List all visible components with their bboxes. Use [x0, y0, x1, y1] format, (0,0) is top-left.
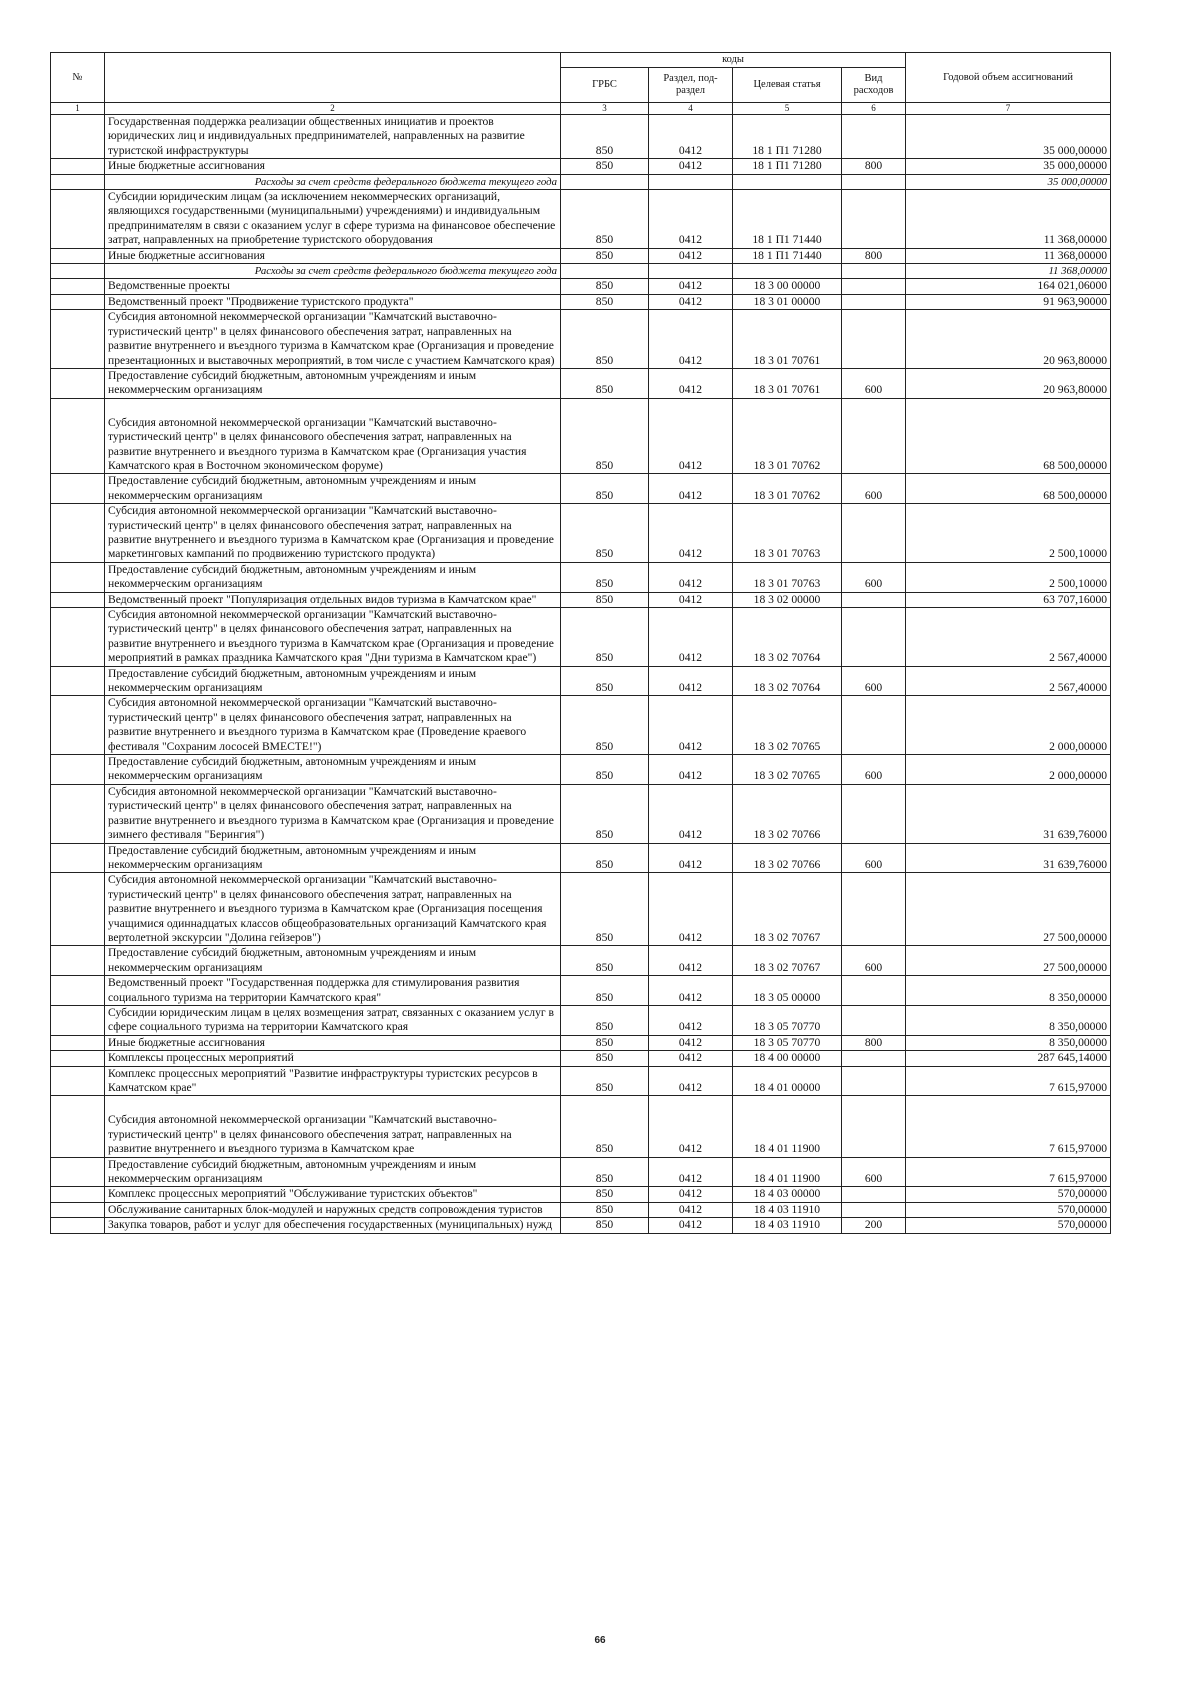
row-sum-cell: 8 350,00000: [906, 1035, 1111, 1050]
row-name-cell: Закупка товаров, работ и услуг для обеспечения государственных (муниципальных) нужд: [105, 1218, 561, 1233]
header-razdel: Раздел, под-раздел: [649, 68, 733, 103]
row-vid-cell: [842, 1187, 906, 1202]
row-vid-cell: 600: [842, 843, 906, 873]
row-vid-cell: [842, 1096, 906, 1157]
row-sum-cell: 2 567,40000: [906, 666, 1111, 696]
row-article-cell: 18 3 02 70766: [733, 784, 842, 843]
colnum: 4: [649, 103, 733, 115]
budget-document: [50, 52, 1110, 1234]
row-grbs-cell: 850: [561, 1005, 649, 1035]
colnum: 5: [733, 103, 842, 115]
row-razdel-cell: 0412: [649, 1157, 733, 1187]
row-article-cell: 18 3 01 70761: [733, 310, 842, 369]
row-vid-cell: [842, 115, 906, 159]
row-grbs-cell: 850: [561, 1051, 649, 1066]
colnum: 1: [51, 103, 105, 115]
row-article-cell: 18 3 05 70770: [733, 1005, 842, 1035]
row-grbs-cell: 850: [561, 666, 649, 696]
table-row: [51, 1157, 1111, 1187]
row-name-cell: Субсидия автономной некоммерческой организации "Камчатский выставочно-туристический центр" в целях финансового обеспечения затрат, направленных на развитие внутреннего и въездного туризма в Камчатском крае (Организация участия Камчатского края в Восточном экономическом форуме): [105, 398, 561, 474]
row-grbs-cell: 850: [561, 248, 649, 263]
row-grbs-cell: 850: [561, 562, 649, 592]
table-row: [51, 1035, 1111, 1050]
row-number-cell: [51, 174, 105, 189]
row-sum-cell: 570,00000: [906, 1218, 1111, 1233]
row-vid-cell: 600: [842, 666, 906, 696]
note-row: [51, 174, 1111, 189]
table-row: [51, 1051, 1111, 1066]
row-sum-cell: 570,00000: [906, 1187, 1111, 1202]
row-sum-cell: 7 615,97000: [906, 1157, 1111, 1187]
row-sum-cell: 31 639,76000: [906, 784, 1111, 843]
row-grbs-cell: [561, 264, 649, 279]
row-vid-cell: [842, 264, 906, 279]
row-name-cell: Субсидия автономной некоммерческой организации "Камчатский выставочно-туристический центр" в целях финансового обеспечения затрат, направленных на развитие внутреннего и въездного туризма в Камчатском крае (Организация и проведение презентационных и выставочных мероприятий, в том числе с участием Камчатского края): [105, 310, 561, 369]
row-razdel-cell: 0412: [649, 279, 733, 294]
table-row: [51, 115, 1111, 159]
row-razdel-cell: 0412: [649, 398, 733, 474]
row-sum-cell: 63 707,16000: [906, 592, 1111, 607]
row-article-cell: [733, 264, 842, 279]
row-article-cell: 18 1 П1 71440: [733, 248, 842, 263]
table-row: [51, 562, 1111, 592]
row-name-cell: Субсидия автономной некоммерческой организации "Камчатский выставочно-туристический центр" в целях финансового обеспечения затрат, направленных на развитие внутреннего и въездного туризма в Камчатском крае (Организация и проведение зимнего фестиваля "Берингия"): [105, 784, 561, 843]
row-name-cell: Комплекс процессных мероприятий "Развитие инфраструктуры туристских ресурсов в Камчатском крае": [105, 1066, 561, 1096]
note-row: [51, 264, 1111, 279]
row-number-cell: [51, 976, 105, 1006]
row-razdel-cell: 0412: [649, 1051, 733, 1066]
row-grbs-cell: 850: [561, 115, 649, 159]
row-razdel-cell: 0412: [649, 1096, 733, 1157]
row-number-cell: [51, 1218, 105, 1233]
row-razdel-cell: 0412: [649, 1218, 733, 1233]
table-row: [51, 608, 1111, 667]
colnum: 2: [105, 103, 561, 115]
row-sum-cell: 68 500,00000: [906, 474, 1111, 504]
row-razdel-cell: 0412: [649, 873, 733, 946]
row-article-cell: 18 3 02 00000: [733, 592, 842, 607]
row-sum-cell: 2 000,00000: [906, 696, 1111, 755]
row-article-cell: 18 3 02 70765: [733, 696, 842, 755]
row-number-cell: [51, 474, 105, 504]
row-sum-cell: 11 368,00000: [906, 190, 1111, 249]
row-sum-cell: 27 500,00000: [906, 873, 1111, 946]
row-name-cell: Субсидия автономной некоммерческой организации "Камчатский выставочно-туристический центр" в целях финансового обеспечения затрат, направленных на развитие внутреннего и въездного туризма в Камчатском крае (Организация и проведение маркетинговых кампаний по продвижению туристского продукта): [105, 504, 561, 563]
header-article: Целевая статья: [733, 68, 842, 103]
row-grbs-cell: 850: [561, 1218, 649, 1233]
row-sum-cell: 35 000,00000: [906, 159, 1111, 174]
row-number-cell: [51, 398, 105, 474]
row-article-cell: 18 3 01 70762: [733, 398, 842, 474]
row-vid-cell: [842, 1202, 906, 1217]
row-name-cell: Иные бюджетные ассигнования: [105, 159, 561, 174]
row-razdel-cell: 0412: [649, 190, 733, 249]
row-article-cell: 18 3 02 70765: [733, 755, 842, 785]
row-grbs-cell: 850: [561, 1066, 649, 1096]
page-number: 66: [594, 1635, 606, 1646]
row-vid-cell: [842, 873, 906, 946]
row-number-cell: [51, 592, 105, 607]
row-vid-cell: [842, 592, 906, 607]
row-article-cell: 18 3 05 70770: [733, 1035, 842, 1050]
row-grbs-cell: 850: [561, 474, 649, 504]
row-number-cell: [51, 368, 105, 398]
row-article-cell: 18 3 02 70766: [733, 843, 842, 873]
row-vid-cell: [842, 190, 906, 249]
column-numbers-row: [51, 103, 1111, 115]
row-razdel-cell: [649, 174, 733, 189]
row-sum-cell: 31 639,76000: [906, 843, 1111, 873]
table-row: [51, 474, 1111, 504]
header-name: [105, 53, 561, 103]
header-vid: Вид расходов: [842, 68, 906, 103]
row-sum-cell: 2 567,40000: [906, 608, 1111, 667]
row-number-cell: [51, 1202, 105, 1217]
row-grbs-cell: 850: [561, 310, 649, 369]
row-sum-cell: 2 500,10000: [906, 504, 1111, 563]
row-number-cell: [51, 248, 105, 263]
row-grbs-cell: 850: [561, 843, 649, 873]
row-sum-cell: 2 000,00000: [906, 755, 1111, 785]
row-name-cell: Субсидия автономной некоммерческой организации "Камчатский выставочно-туристический центр" в целях финансового обеспечения затрат, направленных на развитие внутреннего и въездного туризма в Камчатском крае (Проведение краевого фестиваля "Сохраним лососей ВМЕСТЕ!"): [105, 696, 561, 755]
row-article-cell: 18 3 01 70761: [733, 368, 842, 398]
row-razdel-cell: 0412: [649, 1202, 733, 1217]
row-razdel-cell: 0412: [649, 310, 733, 369]
row-sum-cell: 91 963,90000: [906, 294, 1111, 309]
row-razdel-cell: 0412: [649, 608, 733, 667]
row-vid-cell: 600: [842, 1157, 906, 1187]
row-vid-cell: [842, 784, 906, 843]
row-article-cell: 18 3 00 00000: [733, 279, 842, 294]
row-number-cell: [51, 310, 105, 369]
row-grbs-cell: 850: [561, 504, 649, 563]
row-razdel-cell: 0412: [649, 666, 733, 696]
row-name-cell: Предоставление субсидий бюджетным, автономным учреждениям и иным некоммерческим организациям: [105, 368, 561, 398]
row-number-cell: [51, 1005, 105, 1035]
row-grbs-cell: 850: [561, 1187, 649, 1202]
row-grbs-cell: 850: [561, 368, 649, 398]
row-article-cell: 18 3 01 70763: [733, 504, 842, 563]
row-number-cell: [51, 666, 105, 696]
table-row: [51, 873, 1111, 946]
header-volume: Годовой объем ассигнований: [906, 53, 1111, 103]
row-name-cell: Предоставление субсидий бюджетным, автономным учреждениям и иным некоммерческим организациям: [105, 755, 561, 785]
row-razdel-cell: 0412: [649, 1005, 733, 1035]
row-vid-cell: [842, 1005, 906, 1035]
row-article-cell: 18 4 03 00000: [733, 1187, 842, 1202]
row-sum-cell: 8 350,00000: [906, 1005, 1111, 1035]
row-sum-cell: 8 350,00000: [906, 976, 1111, 1006]
table-row: [51, 398, 1111, 474]
row-vid-cell: 600: [842, 562, 906, 592]
row-article-cell: 18 4 03 11910: [733, 1218, 842, 1233]
table-row: [51, 1218, 1111, 1233]
row-grbs-cell: [561, 174, 649, 189]
row-sum-cell: 35 000,00000: [906, 174, 1111, 189]
row-razdel-cell: 0412: [649, 159, 733, 174]
row-razdel-cell: 0412: [649, 368, 733, 398]
row-article-cell: 18 3 02 70764: [733, 666, 842, 696]
table-row: [51, 159, 1111, 174]
header-codes: коды: [561, 53, 906, 68]
row-number-cell: [51, 1187, 105, 1202]
header-grbs: ГРБС: [561, 68, 649, 103]
row-article-cell: 18 3 02 70764: [733, 608, 842, 667]
row-sum-cell: 20 963,80000: [906, 310, 1111, 369]
row-name-cell: Предоставление субсидий бюджетным, автономным учреждениям и иным некоммерческим организациям: [105, 562, 561, 592]
colnum: 3: [561, 103, 649, 115]
row-number-cell: [51, 843, 105, 873]
table-row: [51, 666, 1111, 696]
row-name-cell: Комплекс процессных мероприятий "Обслуживание туристских объектов": [105, 1187, 561, 1202]
row-article-cell: 18 4 00 00000: [733, 1051, 842, 1066]
row-number-cell: [51, 1157, 105, 1187]
row-vid-cell: [842, 504, 906, 563]
row-name-cell: Субсидии юридическим лицам (за исключением некоммерческих организаций, являющихся государственными (муниципальными) учреждениями) и индивидуальным предпринимателям в связи с оказанием услуг в сфере туризма на финансовое обеспечение затрат, направленных на приобретение туристского оборудования: [105, 190, 561, 249]
table-row: [51, 755, 1111, 785]
row-article-cell: 18 3 01 00000: [733, 294, 842, 309]
row-article-cell: 18 3 01 70762: [733, 474, 842, 504]
row-article-cell: 18 1 П1 71280: [733, 115, 842, 159]
row-razdel-cell: 0412: [649, 294, 733, 309]
row-razdel-cell: 0412: [649, 755, 733, 785]
row-razdel-cell: 0412: [649, 474, 733, 504]
row-razdel-cell: 0412: [649, 1187, 733, 1202]
row-name-cell: Ведомственный проект "Государственная поддержка для стимулирования развития социального туризма на территории Камчатского края": [105, 976, 561, 1006]
row-number-cell: [51, 294, 105, 309]
row-vid-cell: 600: [842, 755, 906, 785]
row-grbs-cell: 850: [561, 159, 649, 174]
table-row: [51, 976, 1111, 1006]
row-name-cell: Субсидии юридическим лицам в целях возмещения затрат, связанных с оказанием услуг в сфере социального туризма на территории Камчатского края: [105, 1005, 561, 1035]
table-row: [51, 1187, 1111, 1202]
table-row: [51, 1005, 1111, 1035]
row-sum-cell: 68 500,00000: [906, 398, 1111, 474]
row-number-cell: [51, 1096, 105, 1157]
table-row: [51, 1202, 1111, 1217]
row-number-cell: [51, 1051, 105, 1066]
row-razdel-cell: 0412: [649, 592, 733, 607]
table-body: [51, 115, 1111, 1234]
row-vid-cell: [842, 976, 906, 1006]
row-razdel-cell: 0412: [649, 784, 733, 843]
row-vid-cell: [842, 1066, 906, 1096]
table-row: [51, 310, 1111, 369]
row-vid-cell: [842, 608, 906, 667]
row-name-cell: Государственная поддержка реализации общественных инициатив и проектов юридических лиц и индивидуальных предпринимателей, направленных на развитие туристской инфраструктуры: [105, 115, 561, 159]
row-razdel-cell: 0412: [649, 976, 733, 1006]
row-grbs-cell: 850: [561, 784, 649, 843]
row-razdel-cell: 0412: [649, 115, 733, 159]
table-row: [51, 294, 1111, 309]
row-name-cell: Предоставление субсидий бюджетным, автономным учреждениям и иным некоммерческим организациям: [105, 843, 561, 873]
row-number-cell: [51, 115, 105, 159]
table-row: [51, 946, 1111, 976]
row-article-cell: 18 3 02 70767: [733, 873, 842, 946]
header-num: №: [51, 53, 105, 103]
row-vid-cell: [842, 398, 906, 474]
budget-table: [50, 52, 1111, 1234]
row-article-cell: [733, 174, 842, 189]
row-razdel-cell: 0412: [649, 562, 733, 592]
row-name-cell: Предоставление субсидий бюджетным, автономным учреждениям и иным некоммерческим организациям: [105, 1157, 561, 1187]
row-name-cell: Предоставление субсидий бюджетным, автономным учреждениям и иным некоммерческим организациям: [105, 666, 561, 696]
row-razdel-cell: [649, 264, 733, 279]
row-article-cell: 18 3 01 70763: [733, 562, 842, 592]
row-grbs-cell: 850: [561, 592, 649, 607]
row-grbs-cell: 850: [561, 1096, 649, 1157]
row-grbs-cell: 850: [561, 946, 649, 976]
row-razdel-cell: 0412: [649, 248, 733, 263]
row-article-cell: 18 4 01 11900: [733, 1157, 842, 1187]
table-row: [51, 1096, 1111, 1157]
table-row: [51, 696, 1111, 755]
row-number-cell: [51, 159, 105, 174]
row-name-cell: Ведомственный проект "Продвижение туристского продукта": [105, 294, 561, 309]
row-article-cell: 18 3 02 70767: [733, 946, 842, 976]
row-grbs-cell: 850: [561, 976, 649, 1006]
row-vid-cell: [842, 696, 906, 755]
table-row: [51, 592, 1111, 607]
row-vid-cell: 800: [842, 159, 906, 174]
row-grbs-cell: 850: [561, 696, 649, 755]
row-grbs-cell: 850: [561, 398, 649, 474]
row-name-cell: Субсидия автономной некоммерческой организации "Камчатский выставочно-туристический центр" в целях финансового обеспечения затрат, направленных на развитие внутреннего и въездного туризма в Камчатском крае (Организация и проведение мероприятий в рамках праздника Камчатского края "Дни туризма в Камчатском крае"): [105, 608, 561, 667]
row-razdel-cell: 0412: [649, 1035, 733, 1050]
row-razdel-cell: 0412: [649, 696, 733, 755]
row-number-cell: [51, 279, 105, 294]
row-number-cell: [51, 696, 105, 755]
row-vid-cell: [842, 310, 906, 369]
row-grbs-cell: 850: [561, 279, 649, 294]
row-razdel-cell: 0412: [649, 1066, 733, 1096]
table-row: [51, 279, 1111, 294]
table-row: [51, 190, 1111, 249]
row-sum-cell: 11 368,00000: [906, 264, 1111, 279]
row-vid-cell: [842, 294, 906, 309]
row-article-cell: 18 1 П1 71440: [733, 190, 842, 249]
row-number-cell: [51, 608, 105, 667]
row-name-cell: Иные бюджетные ассигнования: [105, 248, 561, 263]
row-grbs-cell: 850: [561, 1035, 649, 1050]
row-razdel-cell: 0412: [649, 843, 733, 873]
row-sum-cell: 164 021,06000: [906, 279, 1111, 294]
colnum: 7: [906, 103, 1111, 115]
row-article-cell: 18 4 01 00000: [733, 1066, 842, 1096]
row-name-cell: Обслуживание санитарных блок-модулей и наружных средств сопровождения туристов: [105, 1202, 561, 1217]
row-sum-cell: 7 615,97000: [906, 1066, 1111, 1096]
row-razdel-cell: 0412: [649, 946, 733, 976]
table-row: [51, 368, 1111, 398]
row-name-cell: Субсидия автономной некоммерческой организации "Камчатский выставочно-туристический центр" в целях финансового обеспечения затрат, направленных на развитие внутреннего и въездного туризма в Камчатском крае: [105, 1096, 561, 1157]
row-grbs-cell: 850: [561, 294, 649, 309]
row-name-cell: Субсидия автономной некоммерческой организации "Камчатский выставочно-туристический центр" в целях финансового обеспечения затрат, направленных на развитие внутреннего и въездного туризма в Камчатском крае (Организация посещения учащимися одиннадцатых классов общеобразовательных организаций Камчатского края вертолетной экскурсии "Долина гейзеров"): [105, 873, 561, 946]
row-vid-cell: 600: [842, 368, 906, 398]
row-grbs-cell: 850: [561, 755, 649, 785]
header-row-1: [51, 53, 1111, 68]
row-name-cell: Предоставление субсидий бюджетным, автономным учреждениям и иным некоммерческим организациям: [105, 946, 561, 976]
row-number-cell: [51, 946, 105, 976]
colnum: 6: [842, 103, 906, 115]
table-row: [51, 1066, 1111, 1096]
row-number-cell: [51, 784, 105, 843]
row-name-cell: Иные бюджетные ассигнования: [105, 1035, 561, 1050]
row-vid-cell: 600: [842, 946, 906, 976]
row-grbs-cell: 850: [561, 1202, 649, 1217]
row-article-cell: 18 3 05 00000: [733, 976, 842, 1006]
row-sum-cell: 27 500,00000: [906, 946, 1111, 976]
row-number-cell: [51, 264, 105, 279]
row-grbs-cell: 850: [561, 873, 649, 946]
table-row: [51, 504, 1111, 563]
row-sum-cell: 11 368,00000: [906, 248, 1111, 263]
row-sum-cell: 2 500,10000: [906, 562, 1111, 592]
row-article-cell: 18 4 01 11900: [733, 1096, 842, 1157]
row-vid-cell: [842, 174, 906, 189]
row-vid-cell: 600: [842, 474, 906, 504]
row-vid-cell: [842, 279, 906, 294]
table-row: [51, 248, 1111, 263]
row-grbs-cell: 850: [561, 190, 649, 249]
table-row: [51, 843, 1111, 873]
row-sum-cell: 20 963,80000: [906, 368, 1111, 398]
row-vid-cell: [842, 1051, 906, 1066]
row-vid-cell: 800: [842, 248, 906, 263]
row-vid-cell: 200: [842, 1218, 906, 1233]
row-number-cell: [51, 1035, 105, 1050]
table-row: [51, 784, 1111, 843]
row-sum-cell: 7 615,97000: [906, 1096, 1111, 1157]
row-number-cell: [51, 1066, 105, 1096]
row-grbs-cell: 850: [561, 608, 649, 667]
row-sum-cell: 570,00000: [906, 1202, 1111, 1217]
row-name-cell: Ведомственный проект "Популяризация отдельных видов туризма в Камчатском крае": [105, 592, 561, 607]
row-number-cell: [51, 873, 105, 946]
row-article-cell: 18 4 03 11910: [733, 1202, 842, 1217]
row-name-cell: Расходы за счет средств федерального бюджета текущего года: [105, 174, 561, 189]
row-number-cell: [51, 504, 105, 563]
row-razdel-cell: 0412: [649, 504, 733, 563]
row-number-cell: [51, 755, 105, 785]
row-sum-cell: 35 000,00000: [906, 115, 1111, 159]
row-grbs-cell: 850: [561, 1157, 649, 1187]
row-name-cell: Расходы за счет средств федерального бюджета текущего года: [105, 264, 561, 279]
row-name-cell: Комплексы процессных мероприятий: [105, 1051, 561, 1066]
row-number-cell: [51, 190, 105, 249]
row-vid-cell: 800: [842, 1035, 906, 1050]
row-article-cell: 18 1 П1 71280: [733, 159, 842, 174]
row-name-cell: Ведомственные проекты: [105, 279, 561, 294]
row-number-cell: [51, 562, 105, 592]
row-name-cell: Предоставление субсидий бюджетным, автономным учреждениям и иным некоммерческим организациям: [105, 474, 561, 504]
row-sum-cell: 287 645,14000: [906, 1051, 1111, 1066]
